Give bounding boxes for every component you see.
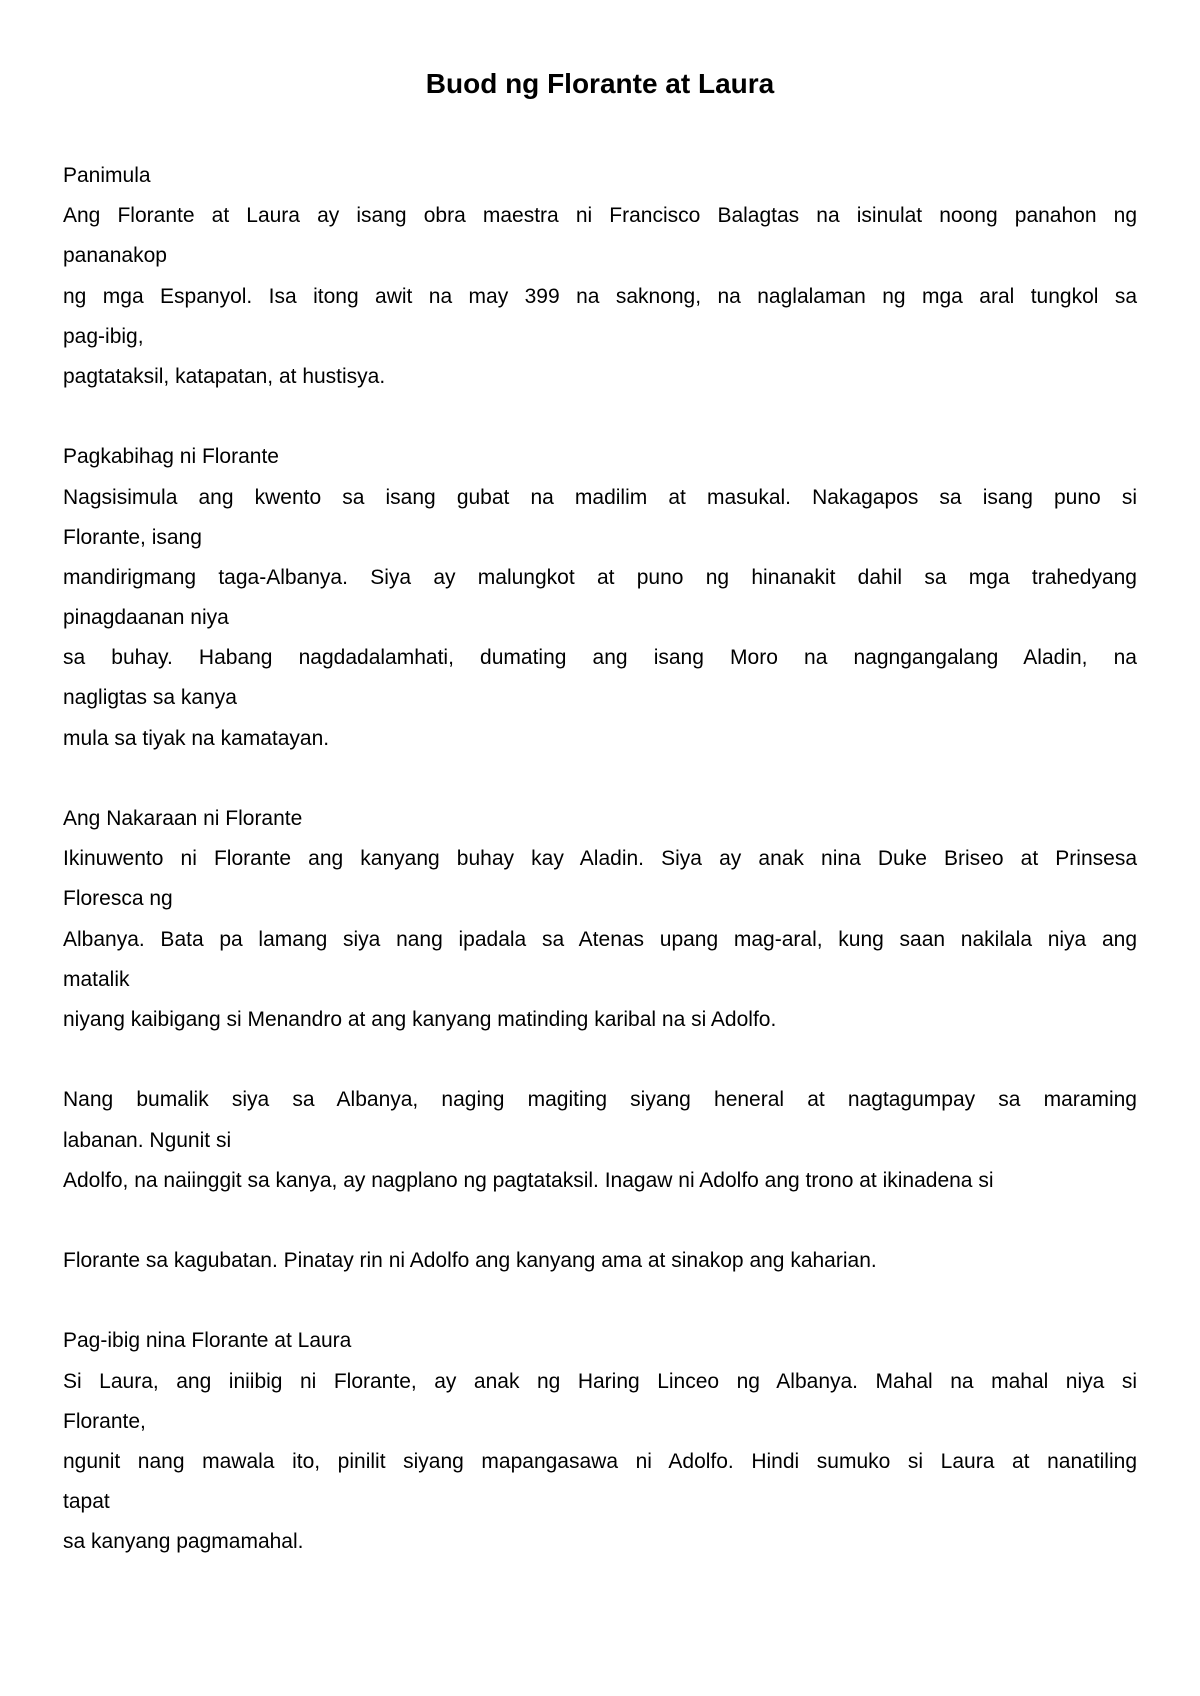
paragraph-line: Adolfo, na naiinggit sa kanya, ay nagplano ng pagtataksil. Inagaw ni Adolfo ang trono at ikinadena si [63,1168,994,1192]
paragraph-spacer [63,1281,1137,1321]
paragraph-line: tapat [63,1490,110,1514]
paragraph-spacer [63,1040,1137,1080]
paragraph-line: Florante, [63,1409,146,1433]
section-heading-pagkabihag: Pagkabihag ni Florante [63,445,279,469]
paragraph-line: niyang kaibigang si Menandro at ang kanyang matinding karibal na si Adolfo. [63,1007,777,1031]
paragraph-line: ngunit nang mawala ito, pinilit siyang mapangasawa ni Adolfo. Hindi sumuko si Laura at nanatiling [63,1450,1137,1473]
section-heading-nakaraan: Ang Nakaraan ni Florante [63,807,303,830]
paragraph-line: nagligtas sa kanya [63,686,237,710]
paragraph-line: pag-ibig, [63,324,144,348]
paragraph-line: pananakop [63,244,167,268]
paragraph-line: Ang Florante at Laura ay isang obra maestra ni Francisco Balagtas na isinulat noong panahon ng [63,204,1137,228]
paragraph-line: pagtataksil, katapatan, at hustisya. [63,364,386,388]
paragraph-line: Florante, isang [63,525,202,549]
section-heading-pagibig: Pag-ibig nina Florante at Laura [63,1329,352,1353]
paragraph-line: pinagdaanan niya [63,606,229,630]
paragraph-line: mula sa tiyak na kamatayan. [63,726,330,750]
paragraph-line: Nagsisimula ang kwento sa isang gubat na madilim at masukal. Nakagapos sa isang puno si [63,485,1137,509]
paragraph-line: Ikinuwento ni Florante ang kanyang buhay kay Aladin. Siya ay anak nina Duke Briseo at Prinsesa [63,847,1137,871]
paragraph-line: Si Laura, ang iniibig ni Florante, ay anak ng Haring Linceo ng Albanya. Mahal na mahal niya si [63,1369,1137,1393]
paragraph-line: Floresca ng [63,887,173,911]
paragraph-line: Florante sa kagubatan. Pinatay rin ni Adolfo ang kanyang ama at sinakop ang kaharian. [63,1249,877,1273]
paragraph-line: Albanya. Bata pa lamang siya nang ipadala sa Atenas upang mag-aral, kung saan nakilala niya ang [63,927,1137,951]
document-body [63,156,1137,1563]
paragraph-line: labanan. Ngunit si [63,1128,232,1152]
paragraph-line: mandirigmang taga-Albanya. Siya ay malungkot at puno ng hinanakit dahil sa mga trahedyang [63,565,1137,589]
paragraph-line: matalik [63,967,130,991]
paragraph-line: sa kanyang pagmamahal. [63,1530,304,1554]
paragraph-spacer [63,397,1137,437]
paragraph-spacer [63,759,1137,799]
paragraph-spacer [63,1201,1137,1241]
document-title: Buod ng Florante at Laura [425,68,775,99]
paragraph-line: Nang bumalik siya sa Albanya, naging magiting siyang heneral at nagtagumpay sa maraming [63,1088,1137,1112]
section-heading-panimula: Panimula [63,164,151,187]
paragraph-line: sa buhay. Habang nagdadalamhati, dumating ang isang Moro na nagngangalang Aladin, na [63,646,1137,670]
paragraph-line: ng mga Espanyol. Isa itong awit na may 399 na saknong, na naglalaman ng mga aral tungkol sa [63,284,1137,308]
